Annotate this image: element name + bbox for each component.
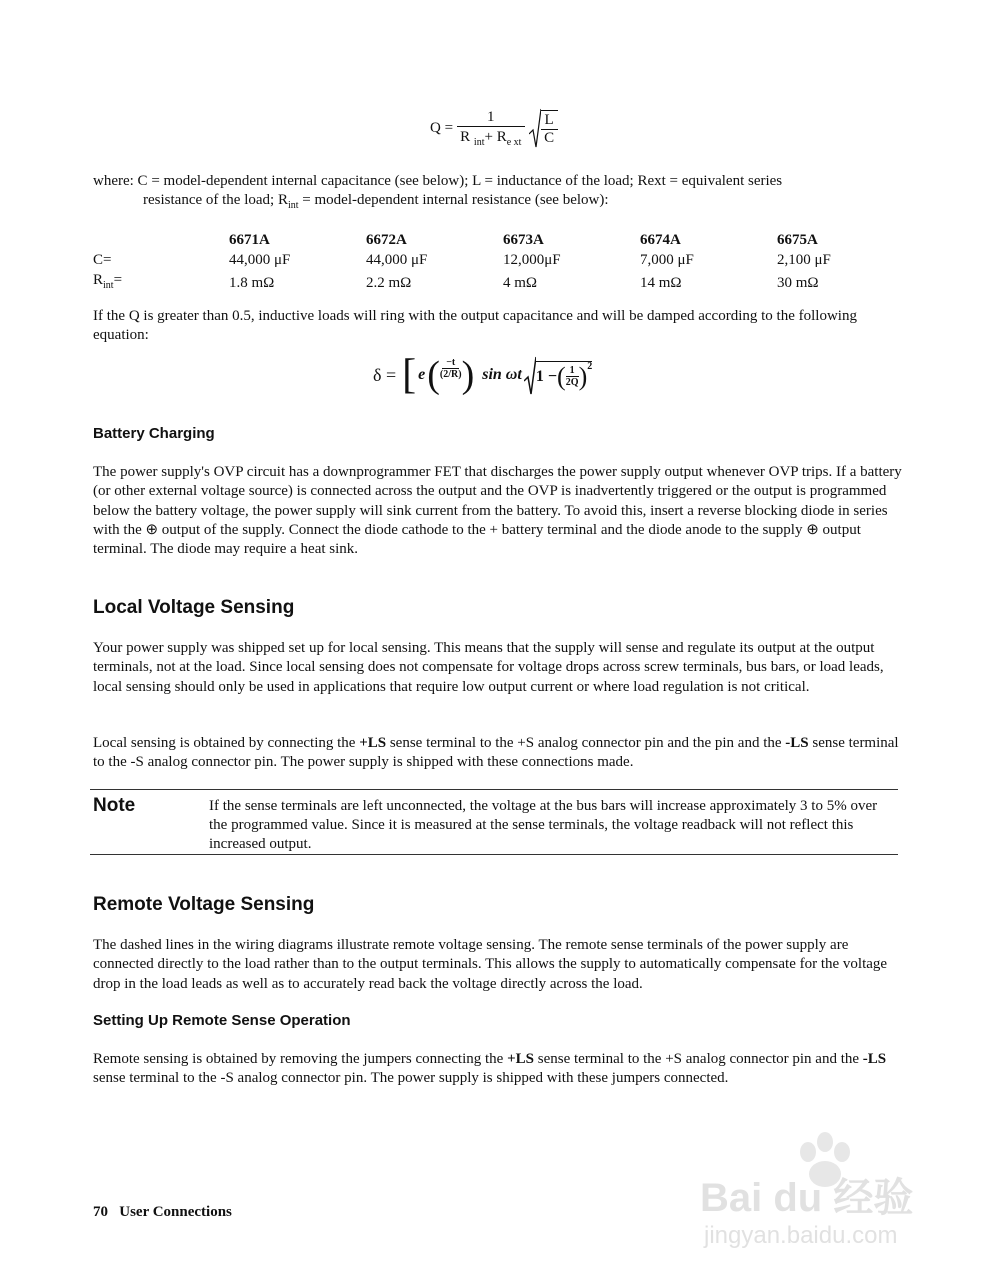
sqrt-sign-icon	[529, 108, 541, 148]
baidu-watermark	[700, 1130, 960, 1260]
eq-delta-sin: sin ωt	[482, 366, 522, 383]
local-sensing-heading: Local Voltage Sensing	[93, 597, 295, 618]
eq-delta-exponent: $\frac{-t}{(2/R)}$	[439, 356, 462, 380]
model-table	[93, 230, 877, 296]
table-row	[93, 270, 877, 296]
eq-q-sqrt-den: C	[544, 129, 555, 146]
row-label: $R_{int}=$	[93, 272, 123, 291]
sqrt-sign-icon	[524, 355, 536, 395]
equation-delta: δ = [ e ( $\frac{-t}{(2/R)}$ ) sin ωt 1 − ( $\frac{1}{2Q}$ ) $^2$	[373, 352, 593, 398]
local-paragraph-1: Your power supply was shipped set up for local sensing. This means that the supply will sense and regulate its output at the output terminals, not at the load. Since local sensing does not compensate for voltage drops across screw terminals, bus bars, or load leads, local sensing should only be used in applications that require low output current or where load regulation is not critical.	[93, 640, 884, 695]
table-cell: 12,000μF	[503, 252, 561, 268]
table-cell: 7,000 μF	[640, 252, 694, 268]
table-cell: 14 mΩ	[640, 275, 682, 291]
table-header: 6672A	[366, 232, 407, 248]
table-header: 6674A	[640, 232, 681, 248]
remote-paragraph-2: Remote sensing is obtained by removing the jumpers connecting the +LS sense terminal to the +S analog connector pin and the -LS sense terminal to the -S analog connector pin. The power supply is shipped with these jumpers connected.	[93, 1051, 887, 1087]
where-line-1: where: C = model-dependent internal capacitance (see below); L = inductance of the load; Rext = equivalent series	[93, 173, 783, 189]
remote-sensing-heading: Remote Voltage Sensing	[93, 894, 315, 915]
battery-paragraph: The power supply's OVP circuit has a downprogrammer FET that discharges the power supply output whenever OVP trips. If a battery (or other external voltage source) is connected across the output and the OVP is inadvertently triggered or the output is programmed below the battery voltage, the power supply will sink current from the battery. To avoid this, insert a reverse blocking diode in series with the ⊕ output of the supply. Connect the diode cathode to the + battery terminal and the diode anode to the supply ⊕ output terminal. The diode may require a heat sink.	[93, 464, 902, 558]
table-cell: 1.8 mΩ	[229, 275, 275, 291]
eq-q-numerator: 1	[457, 109, 525, 127]
footer-section: User Connections	[119, 1204, 232, 1220]
table-row	[93, 250, 877, 270]
page-footer	[93, 1204, 232, 1221]
eq-q-lhs: Q =	[430, 119, 454, 136]
local-paragraph-2: Local sensing is obtained by connecting the +LS sense terminal to the +S analog connector pin and the pin and the -LS sense terminal to the -S analog connector pin. The power supply is shipped with these connections made.	[93, 735, 899, 771]
eq-q-fraction	[457, 109, 525, 148]
table-header-row	[93, 230, 877, 250]
note-text: If the sense terminals are left unconnected, the voltage at the bus bars will increase approximately 3 to 5% over the programmed value. Since it is measured at the sense terminals, the voltage readback will not reflect this increased output.	[209, 798, 878, 852]
table-cell: 2,100 μF	[777, 252, 831, 268]
eq-delta-e: e	[418, 366, 426, 383]
table-cell: 30 mΩ	[777, 275, 819, 291]
remote-sub-heading: Setting Up Remote Sense Operation	[93, 1012, 351, 1029]
eq-delta-one-minus: 1 −	[535, 367, 557, 385]
where-line-2: resistance of the load; $R_{int}$ = model-dependent internal resistance (see below):	[143, 192, 609, 211]
equation-q	[430, 108, 558, 148]
table-cell: 44,000 μF	[229, 252, 291, 268]
table-header: 6675A	[777, 232, 818, 248]
q-paragraph: If the Q is greater than 0.5, inductive loads will ring with the output capacitance and will be damped according to the following equation:	[93, 308, 857, 344]
watermark-brand: Bai du 经验	[700, 1176, 914, 1220]
battery-heading: Battery Charging	[93, 425, 215, 442]
remote-paragraph-1: The dashed lines in the wiring diagrams illustrate remote voltage sensing. The remote sense terminals of the power supply are connected directly to the load rather than to the output terminals. This allows the supply to automatically compensate for the voltage drop in the load leads as well as to accurately read back the voltage directly across the load.	[93, 937, 888, 992]
eq-q-sqrt-num: L	[541, 112, 558, 130]
page-number: 70	[93, 1204, 108, 1220]
eq-q-denominator: R $_{int}+ R_{e xt}$	[460, 128, 522, 148]
watermark-url: jingyan.baidu.com	[704, 1222, 898, 1249]
table-header: 6673A	[503, 232, 544, 248]
eq-q-sqrt	[529, 108, 558, 148]
table-cell: 4 mΩ	[503, 275, 538, 291]
table-header: 6671A	[229, 232, 270, 248]
eq-delta-lhs: δ =	[373, 364, 397, 385]
note-box	[90, 789, 898, 855]
row-label: C=	[93, 252, 112, 268]
table-cell: 2.2 mΩ	[366, 275, 412, 291]
table-cell: 44,000 μF	[366, 252, 428, 268]
note-label: Note	[93, 795, 136, 816]
